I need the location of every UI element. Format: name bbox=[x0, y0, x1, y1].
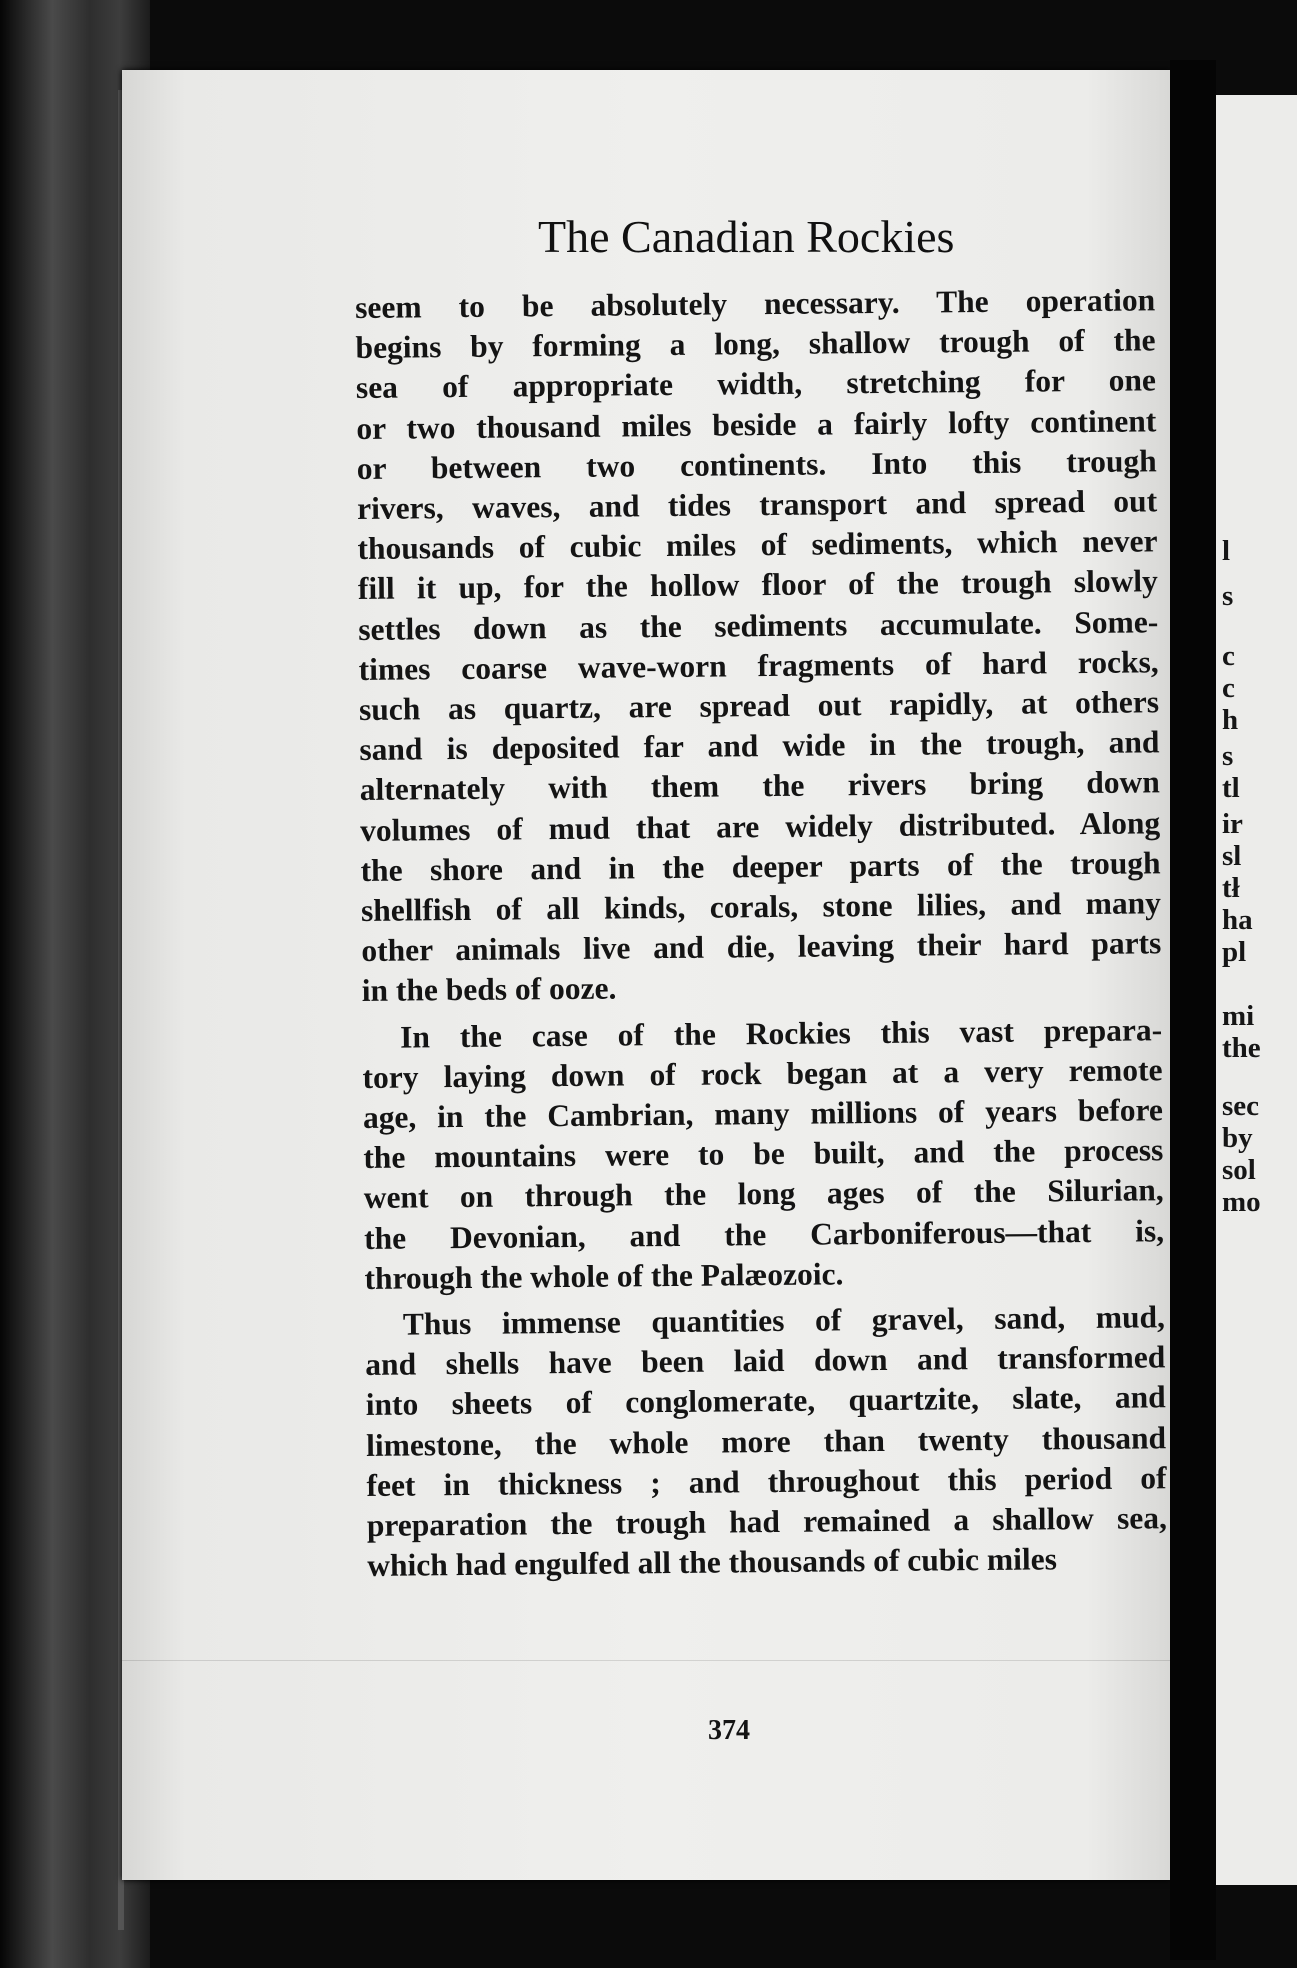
paragraph bbox=[362, 1010, 1165, 1299]
facing-page-text-fragment: s bbox=[1222, 580, 1234, 612]
text-line: such as quartz, are spread out rapidly, at others bbox=[358, 684, 1160, 728]
text-line: fill it up, for the hollow floor of the trough slowly bbox=[357, 563, 1159, 607]
scan-artifact-line bbox=[122, 1660, 1170, 1661]
paragraph bbox=[355, 280, 1162, 1011]
text-line: or two thousand miles beside a fairly lofty continent bbox=[356, 402, 1157, 446]
gutter-shadow bbox=[1170, 60, 1216, 1960]
text-line: tory laying down of rock began at a very remote bbox=[362, 1052, 1163, 1095]
text-line: into sheets of conglomerate, quartzite, slate, and bbox=[365, 1379, 1166, 1423]
text-line: In the case of the Rockies this vast prepara- bbox=[400, 1011, 1163, 1055]
text-line: the Devonian, and the Carboniferous—that is, bbox=[363, 1212, 1165, 1256]
facing-page-text-fragment: pl bbox=[1222, 936, 1247, 968]
facing-page-text-fragment: tl bbox=[1222, 772, 1240, 804]
text-line: volumes of mud that are widely distributed. Along bbox=[360, 804, 1161, 848]
text-line: sand is deposited far and wide in the trough, and bbox=[359, 724, 1160, 768]
text-line: which had engulfed all the thousands of cubic miles bbox=[367, 1541, 1058, 1584]
facing-page-text-fragment: c bbox=[1222, 672, 1235, 704]
text-line: preparation the trough had remained a shallow sea, bbox=[366, 1500, 1168, 1544]
text-line: went on through the long ages of the Silurian, bbox=[363, 1172, 1164, 1216]
text-line: seem to be absolutely necessary. The operation bbox=[355, 282, 1156, 325]
text-line: and shells have been laid down and transformed bbox=[365, 1339, 1166, 1383]
text-line: in the beds of ooze. bbox=[361, 970, 617, 1009]
facing-page-text-fragment: h bbox=[1222, 704, 1239, 736]
paragraph bbox=[365, 1297, 1168, 1586]
running-head: The Canadian Rockies bbox=[538, 211, 955, 262]
text-line: thousands of cubic miles of sediments, which never bbox=[357, 523, 1158, 567]
facing-page-text-fragment: mo bbox=[1222, 1186, 1261, 1218]
facing-page-text-fragment: by bbox=[1222, 1122, 1253, 1154]
facing-page-text-fragment: l bbox=[1222, 535, 1231, 567]
facing-page-text-fragment: sl bbox=[1222, 840, 1242, 872]
text-line: through the whole of the Palæozoic. bbox=[364, 1256, 844, 1296]
facing-page-fragment bbox=[1216, 95, 1297, 1885]
text-line: sea of appropriate width, stretching for one bbox=[355, 362, 1157, 406]
facing-page-text-fragment: ha bbox=[1222, 904, 1253, 936]
text-line: rivers, waves, and tides transport and spread out bbox=[356, 483, 1158, 527]
facing-page-text-fragment: mi bbox=[1222, 1000, 1255, 1032]
text-line: feet in thickness ; and throughout this period of bbox=[366, 1460, 1167, 1503]
text-line: other animals live and die, leaving their hard parts bbox=[361, 925, 1162, 969]
text-line: shellfish of all kinds, corals, stone lilies, and many bbox=[360, 885, 1162, 929]
facing-page-text-fragment: s bbox=[1222, 740, 1234, 772]
facing-page-text-fragment: ir bbox=[1222, 808, 1243, 840]
text-line: begins by forming a long, shallow trough of the bbox=[355, 322, 1156, 366]
facing-page-text-fragment: tł bbox=[1222, 872, 1240, 904]
facing-page-text-fragment: the bbox=[1222, 1032, 1261, 1064]
text-line: or between two continents. Into this trough bbox=[356, 443, 1157, 486]
body-text bbox=[355, 280, 1167, 1586]
text-line: settles down as the sediments accumulate. Some- bbox=[358, 603, 1159, 647]
text-line: the mountains were to be built, and the process bbox=[363, 1132, 1164, 1176]
facing-page-text-fragment: sec bbox=[1222, 1090, 1260, 1122]
facing-page-text-fragment: c bbox=[1222, 640, 1235, 672]
text-line: times coarse wave-worn fragments of hard rocks, bbox=[358, 644, 1159, 687]
facing-page-text-fragment: sol bbox=[1222, 1154, 1256, 1186]
text-line: alternately with them the rivers bring down bbox=[359, 764, 1160, 808]
text-line: limestone, the whole more than twenty thousand bbox=[365, 1419, 1167, 1463]
text-line: age, in the Cambrian, many millions of years before bbox=[362, 1092, 1164, 1136]
text-line: Thus immense quantities of gravel, sand, mud, bbox=[402, 1299, 1166, 1342]
text-line: the shore and in the deeper parts of the trough bbox=[360, 845, 1161, 888]
page-number: 374 bbox=[708, 1715, 750, 1746]
